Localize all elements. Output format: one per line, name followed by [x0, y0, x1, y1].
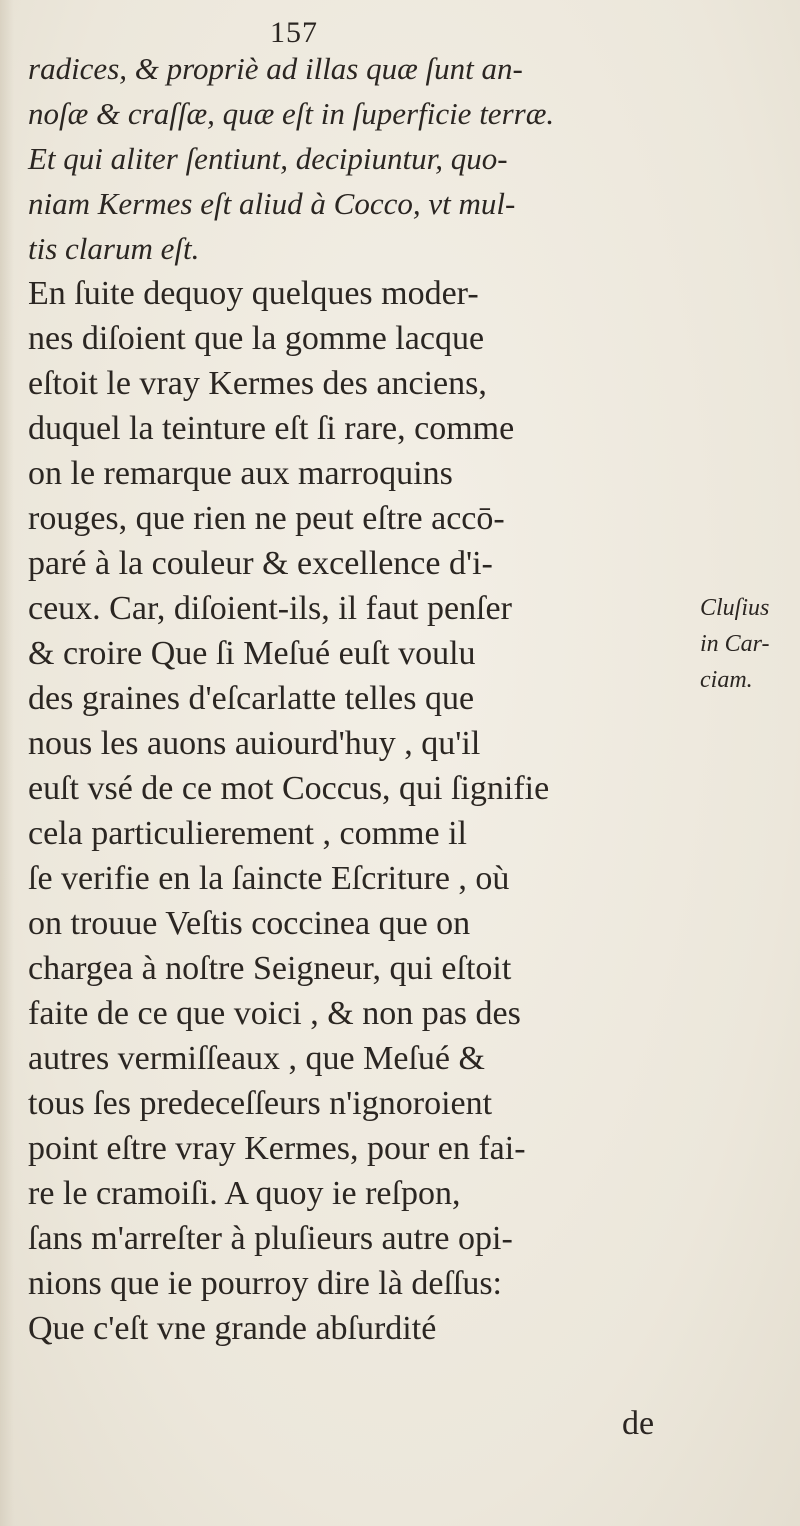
text-line: cela particulierement , comme il [28, 815, 467, 852]
text-line: Et qui aliter ſentiunt, decipiuntur, quo- [28, 141, 508, 176]
margin-note-line: in Car- [700, 631, 770, 657]
text-line: & croire Que ſi Meſué euſt voulu [28, 635, 476, 672]
gutter-shadow [0, 0, 14, 1526]
text-line: paré à la couleur & excellence d'i- [28, 545, 493, 582]
text-line: tis clarum eſt. [28, 231, 200, 266]
text-line: radices, & propriè ad illas quæ ſunt an- [28, 51, 523, 86]
text-line: ſe verifie en la ſaincte Eſcriture , où [28, 860, 510, 897]
text-line: ſans m'arreſter à pluſieurs autre opi- [28, 1220, 513, 1257]
text-line: point eſtre vray Kermes, pour en fai- [28, 1130, 526, 1167]
text-line: En ſuite dequoy quelques moder- [28, 275, 479, 312]
text-line: re le cramoiſi. A quoy ie reſpon, [28, 1175, 461, 1212]
text-line: faite de ce que voici , & non pas des [28, 995, 521, 1032]
text-line: duquel la teinture eſt ſi rare, comme [28, 410, 515, 447]
text-line: Que c'eſt vne grande abſurdité [28, 1310, 437, 1347]
text-line: rouges, que rien ne peut eſtre accō- [28, 500, 505, 537]
text-line: des graines d'eſcarlatte telles que [28, 680, 475, 717]
margin-note [700, 590, 800, 698]
page-number: 157 [270, 16, 318, 49]
text-line: ceux. Car, diſoient-ils, il faut penſer [28, 590, 512, 627]
text-line: noſæ & craſſæ, quæ eſt in ſuperficie terræ. [28, 96, 555, 131]
text-line: on trouue Veſtis coccinea que on [28, 905, 471, 942]
text-line: nous les auons auiourd'huy , qu'il [28, 725, 481, 762]
margin-note-line: Cluſius [700, 595, 770, 621]
text-line: chargea à noſtre Seigneur, qui eſtoit [28, 950, 512, 987]
text-line: autres vermiſſeaux , que Meſué & [28, 1040, 485, 1077]
text-line: tous ſes predeceſſeurs n'ignoroient [28, 1085, 493, 1122]
text-line: nions que ie pourroy dire là deſſus: [28, 1265, 503, 1302]
margin-note-line: ciam. [700, 667, 753, 693]
text-line: euſt vsé de ce mot Coccus, qui ſignifie [28, 770, 550, 807]
text-line: nes diſoient que la gomme lacque [28, 320, 485, 357]
text-line: eſtoit le vray Kermes des anciens, [28, 365, 487, 402]
text-line: on le remarque aux marroquins [28, 455, 453, 492]
catchword: de [622, 1405, 655, 1442]
text-line: niam Kermes eſt aliud à Cocco, vt mul- [28, 186, 516, 221]
body-text [28, 46, 668, 1351]
